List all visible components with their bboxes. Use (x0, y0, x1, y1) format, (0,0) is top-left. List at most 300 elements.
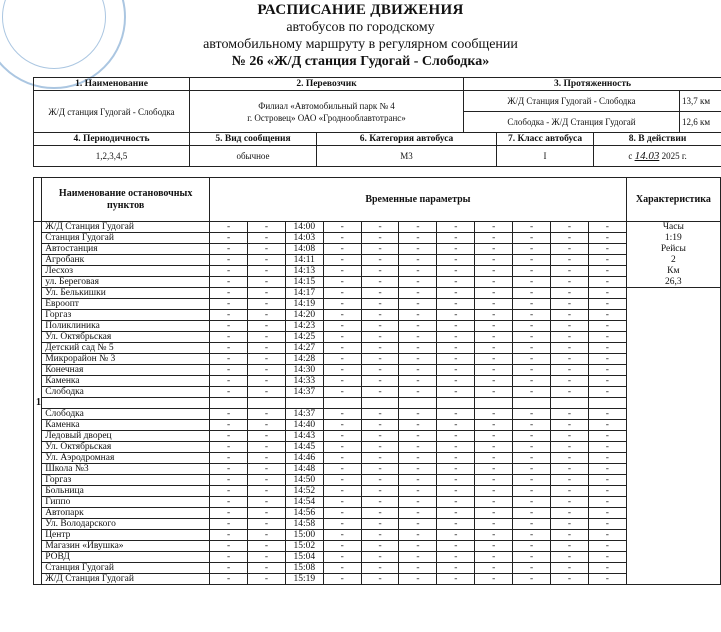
time-dash: - (437, 310, 475, 321)
table-row (34, 354, 721, 365)
header-category: 6. Категория автобуса (317, 133, 497, 146)
table-row (34, 475, 721, 486)
time-dash: - (588, 376, 626, 387)
time-dash: - (247, 222, 285, 233)
time-dash: - (588, 244, 626, 255)
time-dash: - (475, 310, 513, 321)
time-dash: - (247, 552, 285, 563)
time-dash: - (588, 266, 626, 277)
time-dash: - (323, 486, 361, 497)
time-cell (437, 398, 475, 409)
departure-time: 14:52 (285, 486, 323, 497)
departure-time: 15:02 (285, 541, 323, 552)
time-dash: - (210, 420, 248, 431)
time-dash: - (399, 255, 437, 266)
table-row (34, 398, 721, 409)
time-dash: - (247, 288, 285, 299)
time-dash: - (247, 563, 285, 574)
time-dash: - (247, 442, 285, 453)
time-dash: - (550, 233, 588, 244)
time-dash: - (323, 552, 361, 563)
time-dash: - (210, 563, 248, 574)
stop-name: РОВД (42, 552, 210, 563)
time-dash: - (399, 497, 437, 508)
table-row (34, 508, 721, 519)
time-dash: - (550, 387, 588, 398)
time-dash: - (513, 409, 551, 420)
time-dash: - (588, 321, 626, 332)
time-dash: - (588, 233, 626, 244)
time-dash: - (210, 497, 248, 508)
time-dash: - (513, 420, 551, 431)
stop-name: Каменка (42, 420, 210, 431)
time-dash: - (210, 475, 248, 486)
time-dash: - (550, 354, 588, 365)
time-dash: - (361, 321, 399, 332)
time-dash: - (399, 508, 437, 519)
time-dash: - (323, 332, 361, 343)
time-dash: - (588, 464, 626, 475)
time-dash: - (550, 365, 588, 376)
time-dash: - (513, 563, 551, 574)
time-cell (513, 398, 551, 409)
length-1: 13,7 км (680, 91, 721, 112)
time-dash: - (475, 277, 513, 288)
departure-time: 14:15 (285, 277, 323, 288)
time-dash: - (588, 574, 626, 585)
time-dash: - (399, 442, 437, 453)
time-dash: - (588, 497, 626, 508)
time-cell (210, 398, 248, 409)
time-dash: - (361, 519, 399, 530)
time-dash: - (323, 266, 361, 277)
time-dash: - (210, 244, 248, 255)
time-dash: - (437, 574, 475, 585)
departure-time: 14:28 (285, 354, 323, 365)
kind: обычное (190, 146, 317, 167)
time-dash: - (437, 365, 475, 376)
characteristic-value: 1:19 (626, 233, 720, 244)
time-dash: - (475, 266, 513, 277)
time-dash: - (437, 552, 475, 563)
route-info-table (33, 77, 721, 167)
time-dash: - (437, 354, 475, 365)
title-main: РАСПИСАНИЕ ДВИЖЕНИЯ (257, 2, 464, 18)
time-dash: - (399, 530, 437, 541)
time-dash: - (475, 343, 513, 354)
time-dash: - (399, 321, 437, 332)
time-dash: - (513, 266, 551, 277)
stop-name: Ул. Белькишки (42, 288, 210, 299)
time-dash: - (437, 508, 475, 519)
time-dash: - (247, 409, 285, 420)
header-class: 7. Класс автобуса (497, 133, 594, 146)
time-dash: - (588, 563, 626, 574)
time-dash: - (361, 409, 399, 420)
stop-name: Горгаз (42, 475, 210, 486)
time-dash: - (323, 354, 361, 365)
time-dash: - (210, 552, 248, 563)
departure-time: 14:19 (285, 299, 323, 310)
time-dash: - (437, 519, 475, 530)
table-row (34, 277, 721, 288)
departure-time: 14:33 (285, 376, 323, 387)
time-dash: - (361, 464, 399, 475)
time-dash: - (323, 277, 361, 288)
table-row (34, 387, 721, 398)
time-dash: - (247, 420, 285, 431)
time-dash: - (361, 277, 399, 288)
time-dash: - (513, 288, 551, 299)
time-dash: - (550, 431, 588, 442)
time-dash: - (247, 453, 285, 464)
stop-name: Ул. Аэродромная (42, 453, 210, 464)
time-dash: - (247, 244, 285, 255)
time-dash: - (437, 464, 475, 475)
time-dash: - (361, 365, 399, 376)
departure-time: 14:56 (285, 508, 323, 519)
time-dash: - (399, 354, 437, 365)
time-dash: - (475, 365, 513, 376)
effective-prefix: с (628, 151, 633, 161)
time-dash: - (323, 376, 361, 387)
time-dash: - (513, 255, 551, 266)
time-dash: - (210, 222, 248, 233)
time-dash: - (475, 387, 513, 398)
time-cell (399, 398, 437, 409)
time-dash: - (247, 277, 285, 288)
time-dash: - (210, 530, 248, 541)
time-dash: - (588, 365, 626, 376)
time-dash: - (475, 519, 513, 530)
table-row (34, 530, 721, 541)
departure-time: 14:23 (285, 321, 323, 332)
stop-name: Горгаз (42, 310, 210, 321)
departure-time: 14:37 (285, 387, 323, 398)
time-dash: - (513, 376, 551, 387)
departure-time: 14:40 (285, 420, 323, 431)
time-dash: - (361, 343, 399, 354)
time-dash: - (588, 552, 626, 563)
table-row (34, 552, 721, 563)
stop-name: Слободка (42, 387, 210, 398)
time-dash: - (361, 233, 399, 244)
time-dash: - (247, 310, 285, 321)
time-dash: - (513, 299, 551, 310)
time-dash: - (550, 552, 588, 563)
length-2: 12,6 км (680, 112, 721, 133)
characteristic-value: Км (626, 266, 720, 277)
table-row (34, 233, 721, 244)
time-dash: - (588, 409, 626, 420)
departure-time: 14:13 (285, 266, 323, 277)
header-periodicity: 4. Периодичность (34, 133, 190, 146)
time-dash: - (247, 431, 285, 442)
time-dash: - (550, 288, 588, 299)
time-dash: - (513, 222, 551, 233)
time-dash: - (437, 288, 475, 299)
time-dash: - (210, 266, 248, 277)
time-dash: - (247, 299, 285, 310)
time-dash: - (475, 299, 513, 310)
time-dash: - (210, 299, 248, 310)
table-row (34, 376, 721, 387)
time-dash: - (550, 244, 588, 255)
time-dash: - (550, 574, 588, 585)
time-dash: - (361, 442, 399, 453)
time-dash: - (361, 486, 399, 497)
header-carrier: 2. Перевозчик (190, 78, 464, 91)
time-dash: - (437, 453, 475, 464)
stop-name: Ул. Октябрьская (42, 332, 210, 343)
time-dash: - (550, 376, 588, 387)
departure-time: 14:58 (285, 519, 323, 530)
time-dash: - (247, 486, 285, 497)
stop-name: Автостанция (42, 244, 210, 255)
time-dash: - (323, 497, 361, 508)
time-dash: - (361, 574, 399, 585)
effective-suffix: 2025 г. (661, 151, 687, 161)
title-line3: автомобильному маршруту в регулярном сообщении (203, 37, 518, 52)
time-dash: - (475, 321, 513, 332)
time-dash: - (550, 442, 588, 453)
time-dash: - (588, 431, 626, 442)
time-dash: - (475, 354, 513, 365)
time-dash: - (361, 420, 399, 431)
time-dash: - (323, 255, 361, 266)
time-dash: - (588, 255, 626, 266)
time-dash: - (513, 244, 551, 255)
time-dash: - (475, 244, 513, 255)
time-dash: - (550, 563, 588, 574)
time-dash: - (361, 255, 399, 266)
time-dash: - (399, 387, 437, 398)
time-dash: - (247, 475, 285, 486)
time-dash: - (247, 354, 285, 365)
stop-name: Микрорайон № 3 (42, 354, 210, 365)
time-dash: - (399, 310, 437, 321)
time-dash: - (361, 431, 399, 442)
time-dash: - (210, 354, 248, 365)
time-dash: - (437, 244, 475, 255)
table-row (34, 563, 721, 574)
direction-1: Ж/Д Станция Гудогай - Слободка (464, 91, 680, 112)
time-dash: - (399, 574, 437, 585)
characteristic-empty (626, 288, 720, 585)
time-dash: - (550, 530, 588, 541)
stop-name: Агробанк (42, 255, 210, 266)
time-dash: - (399, 233, 437, 244)
time-dash: - (361, 552, 399, 563)
departure-time (285, 398, 323, 409)
time-dash: - (437, 420, 475, 431)
carrier-line-2: г. Островец» ОАО «Гроднооблавтотранс» (247, 112, 406, 123)
schedule-table (33, 177, 721, 585)
characteristic-value: 26,3 (626, 277, 720, 288)
time-dash: - (513, 541, 551, 552)
time-dash: - (361, 266, 399, 277)
departure-time: 14:11 (285, 255, 323, 266)
departure-time: 14:37 (285, 409, 323, 420)
table-row (34, 486, 721, 497)
effective-date (594, 146, 721, 167)
time-dash: - (550, 497, 588, 508)
time-dash: - (588, 530, 626, 541)
time-dash: - (475, 475, 513, 486)
time-dash: - (437, 321, 475, 332)
time-dash: - (437, 266, 475, 277)
table-row (34, 574, 721, 585)
time-dash: - (323, 420, 361, 431)
header-length: 3. Протяженность (464, 78, 721, 91)
time-dash: - (550, 464, 588, 475)
departure-time: 14:00 (285, 222, 323, 233)
time-dash: - (588, 354, 626, 365)
time-dash: - (399, 288, 437, 299)
time-dash: - (437, 475, 475, 486)
stop-name: Ледовый дворец (42, 431, 210, 442)
time-dash: - (323, 574, 361, 585)
title-line2: автобусов по городскому (286, 20, 435, 35)
time-dash: - (399, 266, 437, 277)
time-dash: - (437, 255, 475, 266)
time-dash: - (399, 244, 437, 255)
time-dash: - (323, 464, 361, 475)
time-dash: - (550, 508, 588, 519)
departure-time: 15:19 (285, 574, 323, 585)
time-dash: - (399, 222, 437, 233)
time-dash: - (210, 343, 248, 354)
departure-time: 14:46 (285, 453, 323, 464)
time-dash: - (210, 376, 248, 387)
time-dash: - (361, 332, 399, 343)
table-row (34, 453, 721, 464)
carrier-line-1: Филиал «Автомобильный парк № 4 (258, 100, 395, 111)
time-dash: - (475, 332, 513, 343)
time-dash: - (210, 321, 248, 332)
header-name: 1. Наименование (34, 78, 190, 91)
time-dash: - (513, 365, 551, 376)
time-dash: - (210, 277, 248, 288)
time-dash: - (588, 442, 626, 453)
table-row (34, 365, 721, 376)
time-dash: - (475, 431, 513, 442)
departure-time: 14:27 (285, 343, 323, 354)
time-dash: - (323, 475, 361, 486)
time-dash: - (399, 464, 437, 475)
time-dash: - (437, 530, 475, 541)
time-dash: - (513, 354, 551, 365)
time-cell (588, 398, 626, 409)
time-dash: - (210, 310, 248, 321)
time-dash: - (210, 453, 248, 464)
time-dash: - (210, 409, 248, 420)
time-dash: - (513, 453, 551, 464)
time-dash: - (588, 519, 626, 530)
time-dash: - (550, 277, 588, 288)
time-dash: - (323, 310, 361, 321)
time-dash: - (247, 365, 285, 376)
time-dash: - (475, 288, 513, 299)
time-dash: - (323, 288, 361, 299)
time-dash: - (513, 464, 551, 475)
table-row (34, 497, 721, 508)
time-dash: - (475, 222, 513, 233)
time-cell (323, 398, 361, 409)
time-dash: - (588, 486, 626, 497)
time-dash: - (475, 233, 513, 244)
table-row (34, 464, 721, 475)
time-dash: - (210, 332, 248, 343)
time-dash: - (475, 508, 513, 519)
route-title: № 26 «Ж/Д станция Гудогай - Слободка» (231, 54, 490, 69)
time-dash: - (323, 530, 361, 541)
table-row (34, 244, 721, 255)
time-dash: - (437, 277, 475, 288)
departure-time: 14:20 (285, 310, 323, 321)
time-dash: - (513, 321, 551, 332)
time-dash: - (588, 222, 626, 233)
stop-name: Лесхоз (42, 266, 210, 277)
time-dash: - (361, 563, 399, 574)
time-dash: - (323, 563, 361, 574)
time-dash: - (323, 541, 361, 552)
table-row (34, 420, 721, 431)
time-dash: - (399, 332, 437, 343)
departure-time: 15:04 (285, 552, 323, 563)
time-dash: - (361, 453, 399, 464)
departure-time: 14:43 (285, 431, 323, 442)
time-dash: - (437, 563, 475, 574)
time-dash: - (475, 574, 513, 585)
time-dash: - (550, 266, 588, 277)
time-cell (550, 398, 588, 409)
stop-name: Слободка (42, 409, 210, 420)
time-dash: - (513, 277, 551, 288)
time-dash: - (399, 343, 437, 354)
time-dash: - (361, 497, 399, 508)
header-time: Временные параметры (210, 178, 627, 222)
time-dash: - (550, 475, 588, 486)
time-dash: - (323, 409, 361, 420)
time-dash: - (513, 310, 551, 321)
time-dash: - (475, 255, 513, 266)
time-dash: - (323, 343, 361, 354)
time-dash: - (513, 431, 551, 442)
stop-name: Поликлиника (42, 321, 210, 332)
time-dash: - (210, 508, 248, 519)
time-dash: - (588, 387, 626, 398)
time-dash: - (323, 244, 361, 255)
departure-time: 14:17 (285, 288, 323, 299)
direction-2: Слободка - Ж/Д Станция Гудогай (464, 112, 680, 133)
time-dash: - (475, 486, 513, 497)
time-dash: - (247, 343, 285, 354)
time-dash: - (550, 310, 588, 321)
stop-name: Школа №3 (42, 464, 210, 475)
time-dash: - (361, 222, 399, 233)
time-dash: - (513, 530, 551, 541)
time-dash: - (399, 475, 437, 486)
time-dash: - (247, 464, 285, 475)
time-dash: - (437, 233, 475, 244)
time-dash: - (588, 475, 626, 486)
time-dash: - (475, 442, 513, 453)
time-dash: - (437, 222, 475, 233)
time-dash: - (513, 574, 551, 585)
time-dash: - (475, 376, 513, 387)
time-dash: - (588, 420, 626, 431)
